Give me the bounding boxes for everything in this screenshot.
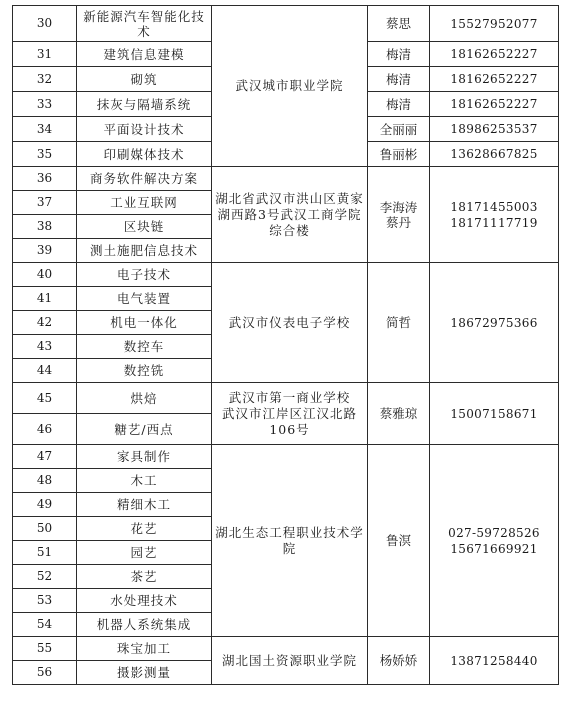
venue-cell: 武汉市仪表电子学校 [212, 263, 368, 383]
contact-phone: 15007158671 [430, 383, 559, 445]
project-name: 机器人系统集成 [77, 613, 212, 637]
project-name: 商务软件解决方案 [77, 167, 212, 191]
row-number: 33 [13, 92, 77, 117]
project-name: 园艺 [77, 541, 212, 565]
project-name: 平面设计技术 [77, 117, 212, 142]
row-number: 39 [13, 239, 77, 263]
project-name: 摄影测量 [77, 661, 212, 685]
contact-person: 梅清 [368, 67, 430, 92]
project-name: 区块链 [77, 215, 212, 239]
venue-line: 106号 [269, 421, 310, 437]
row-number: 34 [13, 117, 77, 142]
contact-person: 鲁溟 [368, 445, 430, 637]
table-row [13, 445, 559, 469]
row-number: 37 [13, 191, 77, 215]
venue-cell: 湖北省武汉市洪山区黄家湖西路3号武汉工商学院综合楼 [212, 167, 368, 263]
contact-person: 鲁丽彬 [368, 142, 430, 167]
venue-cell: 湖北生态工程职业技术学院 [212, 445, 368, 637]
row-number: 48 [13, 469, 77, 493]
row-number: 30 [13, 6, 77, 42]
row-number: 55 [13, 637, 77, 661]
row-number: 56 [13, 661, 77, 685]
project-name: 烘焙 [77, 383, 212, 414]
contact-person: 蔡雅琼 [368, 383, 430, 445]
venue-cell [212, 383, 368, 445]
row-number: 40 [13, 263, 77, 287]
project-name: 工业互联网 [77, 191, 212, 215]
table-row [13, 263, 559, 287]
contact-phone [430, 445, 559, 637]
project-name: 精细木工 [77, 493, 212, 517]
contact-phone: 18162652227 [430, 42, 559, 67]
row-number: 54 [13, 613, 77, 637]
contact-person: 梅清 [368, 42, 430, 67]
contact-person: 简哲 [368, 263, 430, 383]
contact-phone: 18162652227 [430, 67, 559, 92]
contact-phone: 18162652227 [430, 92, 559, 117]
contact-person-line: 李海涛 [379, 199, 418, 215]
contact-phone [430, 167, 559, 263]
contact-phone: 15527952077 [430, 6, 559, 42]
contact-phone: 13628667825 [430, 142, 559, 167]
project-name: 茶艺 [77, 565, 212, 589]
contact-person: 杨娇娇 [368, 637, 430, 685]
project-name: 新能源汽车智能化技术 [77, 6, 212, 42]
contact-phone: 13871258440 [430, 637, 559, 685]
contact-person: 蔡思 [368, 6, 430, 42]
project-name: 木工 [77, 469, 212, 493]
contact-person-line: 蔡丹 [385, 214, 411, 230]
contact-phone-line: 18171117719 [450, 215, 538, 230]
project-name: 建筑信息建模 [77, 42, 212, 67]
table-row [13, 167, 559, 191]
row-number: 41 [13, 287, 77, 311]
row-number: 47 [13, 445, 77, 469]
contact-phone-line: 027-59728526 [448, 525, 540, 540]
project-name: 数控车 [77, 335, 212, 359]
project-name: 花艺 [77, 517, 212, 541]
row-number: 45 [13, 383, 77, 414]
project-name: 家具制作 [77, 445, 212, 469]
contact-person: 全丽丽 [368, 117, 430, 142]
table-row [13, 383, 559, 414]
project-name: 印刷媒体技术 [77, 142, 212, 167]
contact-phone-line: 15671669921 [450, 541, 538, 556]
row-number: 51 [13, 541, 77, 565]
row-number: 42 [13, 311, 77, 335]
row-number: 32 [13, 67, 77, 92]
row-number: 38 [13, 215, 77, 239]
row-number: 31 [13, 42, 77, 67]
table-row [13, 637, 559, 661]
venue-line: 武汉市江岸区江汉北路 [221, 405, 357, 421]
venue-cell: 武汉城市职业学院 [212, 6, 368, 167]
project-name: 电气装置 [77, 287, 212, 311]
project-name: 水处理技术 [77, 589, 212, 613]
project-name: 糖艺/西点 [77, 414, 212, 445]
project-name: 数控铣 [77, 359, 212, 383]
project-name: 珠宝加工 [77, 637, 212, 661]
contact-phone: 18986253537 [430, 117, 559, 142]
row-number: 43 [13, 335, 77, 359]
row-number: 44 [13, 359, 77, 383]
contact-table [12, 5, 559, 685]
venue-line: 武汉市第一商业学校 [228, 389, 351, 405]
row-number: 53 [13, 589, 77, 613]
contact-person [368, 167, 430, 263]
table-row [13, 6, 559, 42]
row-number: 36 [13, 167, 77, 191]
venue-cell: 湖北国土资源职业学院 [212, 637, 368, 685]
row-number: 50 [13, 517, 77, 541]
project-name: 抹灰与隔墙系统 [77, 92, 212, 117]
contact-phone: 18672975366 [430, 263, 559, 383]
project-name: 测土施肥信息技术 [77, 239, 212, 263]
contact-phone-line: 18171455003 [450, 199, 538, 214]
row-number: 49 [13, 493, 77, 517]
row-number: 35 [13, 142, 77, 167]
project-name: 机电一体化 [77, 311, 212, 335]
row-number: 46 [13, 414, 77, 445]
contact-person: 梅清 [368, 92, 430, 117]
row-number: 52 [13, 565, 77, 589]
project-name: 电子技术 [77, 263, 212, 287]
project-name: 砌筑 [77, 67, 212, 92]
